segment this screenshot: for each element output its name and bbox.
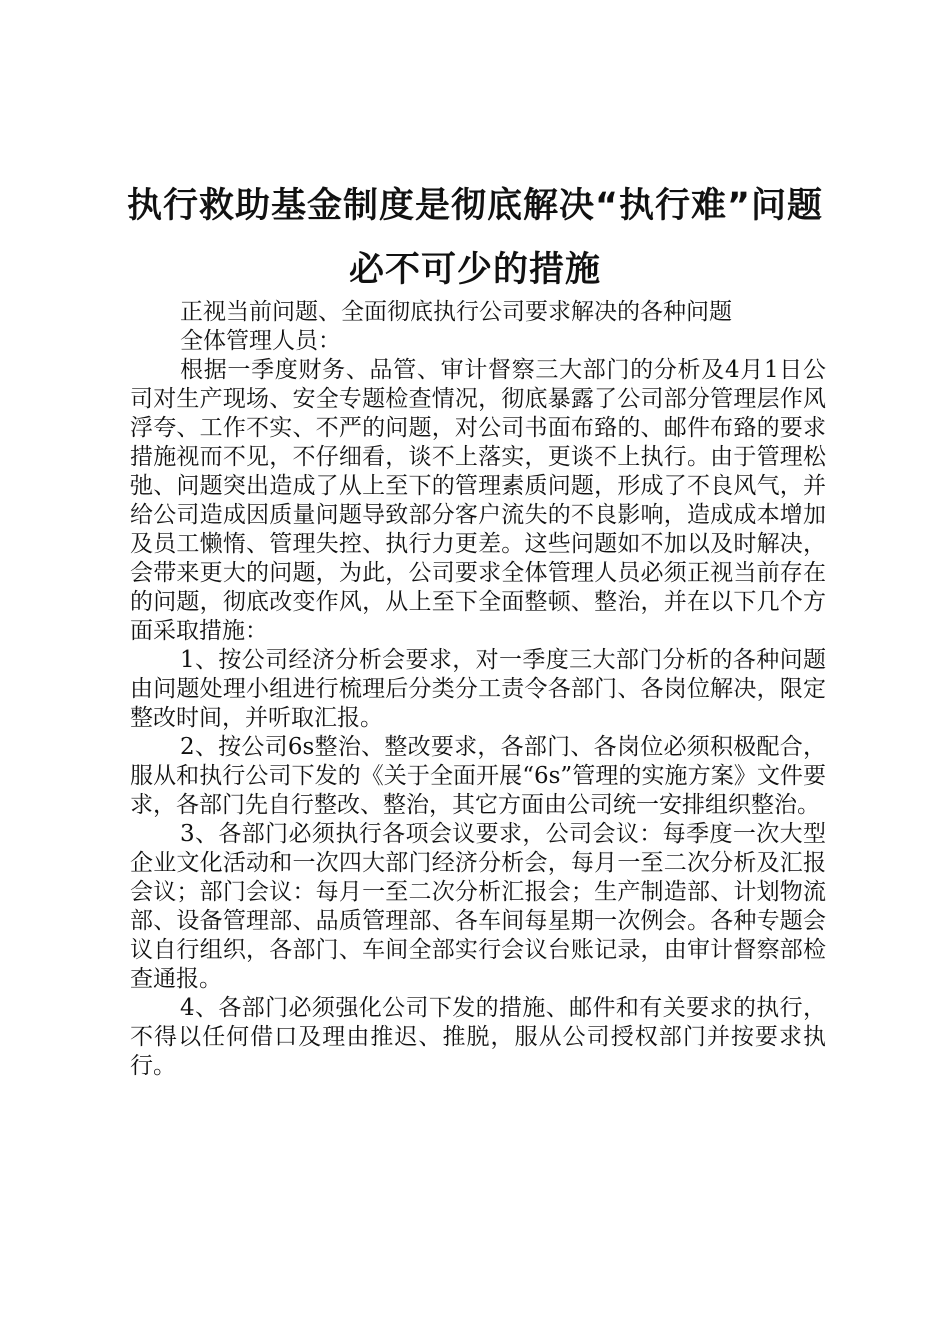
salutation-paragraph: 全体管理人员： xyxy=(180,328,341,354)
document-title-line-1: 执行救助基金制度是彻底解决“执行难”问题 xyxy=(126,186,823,226)
measure-1-paragraph: 1、按公司经济分析会要求，对一季度三大部门分析的各种问题由问题处理小组进行梳理后分类分工责令各部门、各岗位解决，限定整改时间，并听取汇报。 xyxy=(130,647,826,731)
measure-4-paragraph: 4、各部门必须强化公司下发的措施、邮件和有关要求的执行，不得以任何借口及理由推迟、推脱，服从公司授权部门并按要求执行。 xyxy=(130,995,826,1079)
measure-2-paragraph: 2、按公司6s整治、整改要求，各部门、各岗位必须积极配合，服从和执行公司下发的《关于全面开展“6s”管理的实施方案》文件要求，各部门先自行整改、整治，其它方面由公司统一安排组织整治。 xyxy=(130,734,826,818)
document-title-line-2: 必不可少的措施 xyxy=(348,250,601,290)
measure-3-paragraph: 3、各部门必须执行各项会议要求，公司会议：每季度一次大型企业文化活动和一次四大部门经济分析会，每月一至二次分析及汇报会议；部门会议：每月一至二次分析汇报会；生产制造部、计划物流部、设备管理部、品质管理部、各车间每星期一次例会。各种专题会议自行组织，各部门、车间全部实行会议台账记录，由审计督察部检查通报。 xyxy=(130,821,826,992)
document-body xyxy=(130,298,826,1081)
intro-paragraph: 根据一季度财务、品管、审计督察三大部门的分析及4月1日公司对生产现场、安全专题检查情况，彻底暴露了公司部分管理层作风浮夸、工作不实、不严的问题，对公司书面布臵的、邮件布臵的要求措施视而不见，不仔细看，谈不上落实，更谈不上执行。由于管理松弛、问题突出造成了从上至下的管理素质问题，形成了不良风气，并给公司造成因质量问题导致部分客户流失的不良影响，造成成本增加及员工懒惰、管理失控、执行力更差。这些问题如不加以及时解决，会带来更大的问题，为此，公司要求全体管理人员必须正视当前存在的问题，彻底改变作风，从上至下全面整顿、整治，并在以下几个方面采取措施： xyxy=(130,357,826,644)
subtitle-paragraph: 正视当前问题、全面彻底执行公司要求解决的各种问题 xyxy=(180,299,732,325)
